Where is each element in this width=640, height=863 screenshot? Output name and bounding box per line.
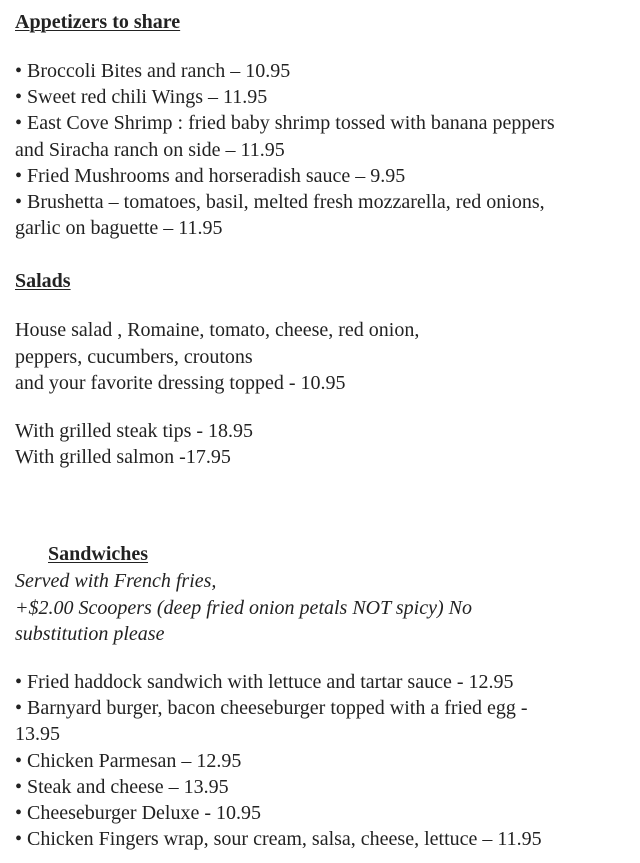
menu-item-line: • Steak and cheese – 13.95 [15, 775, 229, 798]
menu-item-line: • Brushetta – tomatoes, basil, melted fresh mozzarella, red onions, [15, 191, 545, 214]
sandwiches-note-line: substitution please [15, 622, 165, 645]
salad-description-line: and your favorite dressing topped - 10.95 [15, 371, 346, 394]
sandwiches-note-line: Served with French fries, [15, 570, 217, 593]
menu-item-line: • Sweet red chili Wings – 11.95 [15, 86, 268, 109]
menu-item-line: • Fried haddock sandwich with lettuce and tartar sauce - 12.95 [15, 671, 514, 694]
salads-heading: Salads [15, 270, 71, 293]
appetizers-section [15, 8, 630, 241]
salad-addon-line: With grilled salmon -17.95 [15, 446, 231, 469]
menu-item-line: • Fried Mushrooms and horseradish sauce – 9.95 [15, 164, 406, 187]
menu-item-line: • Chicken Parmesan – 12.95 [15, 749, 242, 772]
menu-item-line: • Barnyard burger, bacon cheeseburger topped with a fried egg - [15, 697, 528, 720]
menu-item-line: • East Cove Shrimp : fried baby shrimp tossed with banana peppers [15, 112, 555, 135]
menu-page [15, 8, 630, 852]
menu-item-line: • Cheeseburger Deluxe - 10.95 [15, 802, 262, 825]
menu-item-line: • Broccoli Bites and ranch – 10.95 [15, 60, 291, 82]
sandwiches-section [15, 540, 630, 852]
menu-item-line: and Siracha ranch on side – 11.95 [15, 138, 285, 161]
menu-item-line: 13.95 [15, 723, 60, 746]
salads-section [15, 267, 630, 470]
sandwiches-note-line: +$2.00 Scoopers (deep fried onion petals NOT spicy) No [15, 596, 472, 619]
menu-item-line: • Chicken Fingers wrap, sour cream, salsa, cheese, lettuce – 11.95 [15, 828, 542, 851]
salad-description-line: House salad , Romaine, tomato, cheese, red onion, [15, 319, 420, 342]
salad-description-line: peppers, cucumbers, croutons [15, 345, 253, 368]
salad-addon-line: With grilled steak tips - 18.95 [15, 420, 254, 443]
sandwiches-heading: Sandwiches [48, 543, 149, 566]
menu-item-line: garlic on baguette – 11.95 [15, 217, 223, 240]
appetizers-heading: Appetizers to share [15, 11, 181, 33]
